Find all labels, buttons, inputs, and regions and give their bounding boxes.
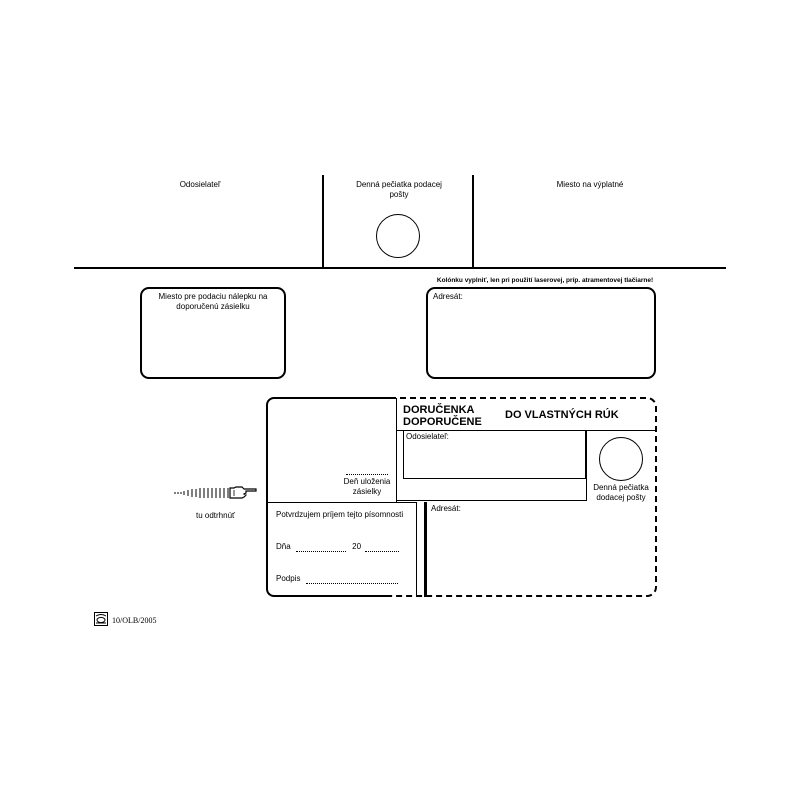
top-sender-label: Odosielateľ — [179, 180, 221, 189]
delivery-stamp-circle — [599, 437, 643, 481]
addressee-bold-line — [424, 502, 427, 597]
form-code: 10/OLB/2005 — [112, 616, 157, 625]
receipt-mid-line — [267, 502, 417, 503]
deposit-day-dots — [346, 474, 388, 475]
date-label: Dňa — [276, 542, 291, 551]
address-box-label: Adresát: — [433, 292, 463, 301]
top-stamp-label: Denná pečiatka podacej pošty — [356, 180, 442, 199]
receipt-title-right: DO VLASTNÝCH RÚK — [505, 409, 619, 421]
post-logo-icon — [94, 612, 108, 626]
receipt-title-line2: DOPORUČENE — [403, 416, 482, 428]
address-note: Kolónku vyplniť, len pri použití laserovej, príp. atramentovej tlačiarne! — [436, 277, 654, 284]
year-dots — [365, 551, 399, 552]
delivery-stamp-label: Denná pečiatka dodacej pošty — [593, 483, 649, 502]
signature-label: Podpis — [276, 574, 301, 583]
receipt-addressee-label: Adresát: — [431, 504, 461, 513]
year-prefix: 20 — [352, 542, 362, 551]
receipt-sender-box — [403, 431, 586, 479]
confirm-block-right-border — [416, 502, 417, 597]
date-dots — [296, 551, 346, 552]
deposit-day-label: Deň uloženia zásielky — [343, 477, 391, 496]
top-stamp-circle — [376, 214, 420, 258]
address-box — [426, 287, 656, 379]
signature-dots — [306, 583, 398, 584]
top-divider-left — [322, 175, 324, 268]
top-postage-label: Miesto na výplatné — [556, 180, 624, 189]
receipt-title-line1: DORUČENKA — [403, 404, 475, 416]
sticker-box — [140, 287, 286, 379]
receipt-left-frame — [266, 397, 392, 597]
tear-here-label: tu odtrhnúť — [196, 511, 236, 520]
date-row — [276, 542, 416, 552]
top-divider-right — [472, 175, 474, 268]
receipt-sender-underline — [396, 500, 586, 501]
pointing-hand-icon — [172, 484, 258, 502]
receipt-sender-label: Odosielateľ: — [406, 432, 449, 441]
sticker-box-label: Miesto pre podaciu nálepku na doporučenú zásielku — [158, 292, 268, 311]
signature-row — [276, 574, 416, 584]
receipt-sender-right-line — [586, 431, 587, 501]
confirm-label: Potvrdzujem príjem tejto písomnosti — [276, 510, 404, 519]
top-separator-line — [74, 267, 726, 269]
